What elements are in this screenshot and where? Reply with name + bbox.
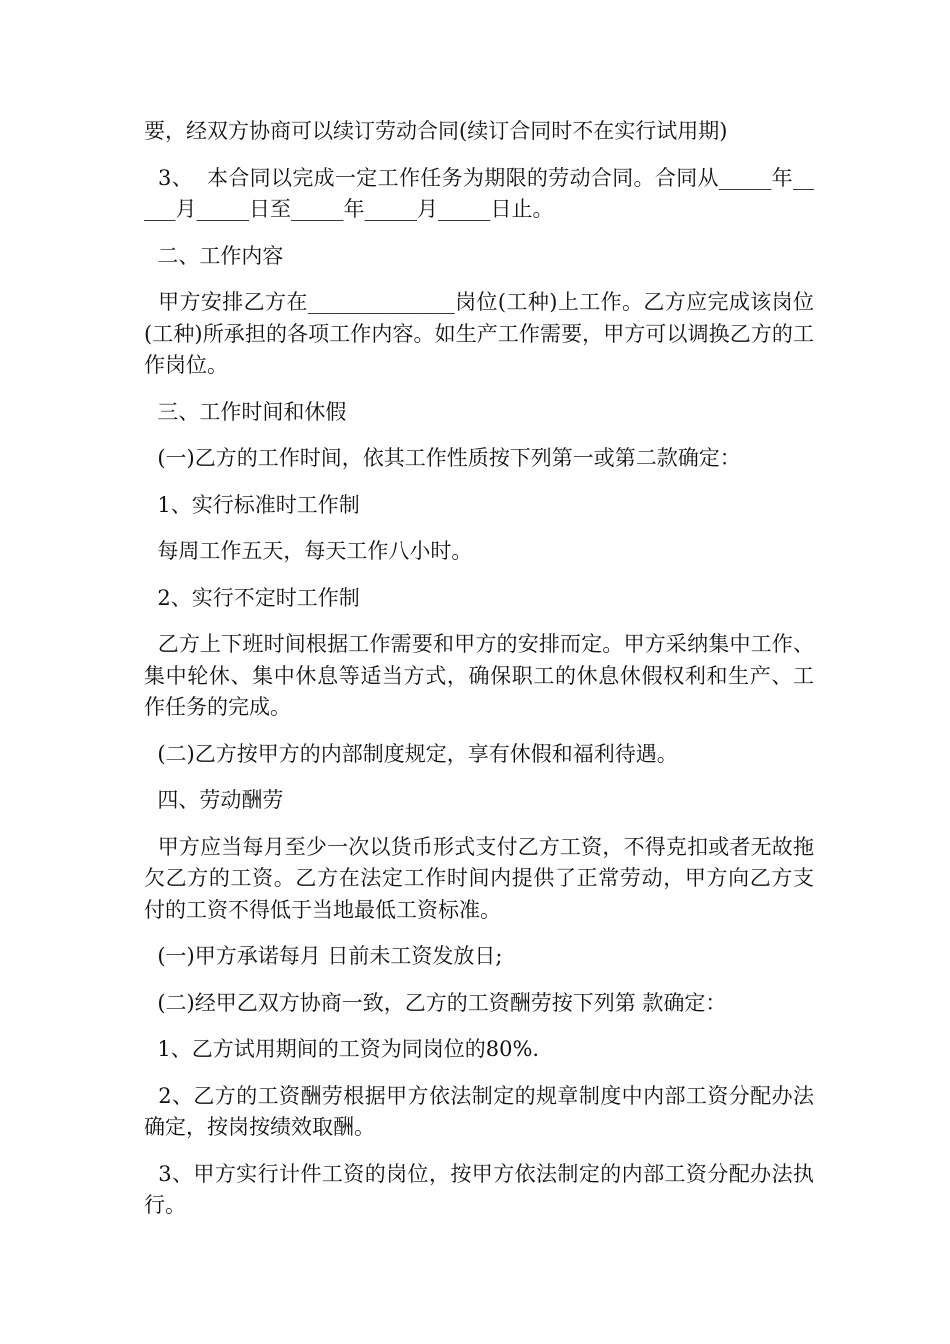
paragraph-standard-hours-detail: 每周工作五天，每天工作八小时。 [144,539,473,563]
section-heading-work-hours: 三、工作时间和休假 [144,399,347,424]
section-heading-remuneration: 四、劳动酬劳 [144,788,284,812]
paragraph-job-assignment: 甲方安排乙方在______________岗位(工种)上工作。乙方应完成该岗位(工种)所承担的各项工作内容。如生产工作需要，甲方可以调换乙方的工作岗位。 [144,290,814,377]
paragraph-gap [144,926,814,941]
document-page [144,116,814,1222]
paragraph-gap [144,521,814,536]
paragraph-leave-benefits: (二)乙方按甲方的内部制度规定，享有休假和福利待遇。 [144,741,678,766]
list-item-probation-salary: 1、乙方试用期间的工资为同岗位的80%. [144,1037,540,1061]
paragraph-payday: (一)甲方承诺每月 日前未工资发放日; [144,944,503,968]
paragraph-gap [144,148,814,163]
list-item-piecework-salary: 3、甲方实行计件工资的岗位，按甲方依法制定的内部工资分配办法执行。 [144,1161,814,1217]
paragraph-work-hours-rule: (一)乙方的工作时间，依其工作性质按下列第一或第二款确定： [144,446,741,470]
paragraph-gap [144,817,814,832]
list-item-standard-hours: 1、实行标准时工作制 [144,492,360,517]
paragraph-flexible-hours-detail: 乙方上下班时间根据工作需要和甲方的安排而定。甲方采纳集中工作、集中轮休、集中休息等适当方式，确保职工的休息休假权利和生产、工作任务的完成。 [144,632,814,719]
paragraph-gap [144,475,814,490]
list-item-position-salary: 2、乙方的工资酬劳根据甲方依法制定的规章制度中内部工资分配办法确定，按岗按绩效取酬。 [144,1083,814,1139]
paragraph-gap [144,973,814,988]
paragraph-gap [144,770,814,785]
paragraph-salary-payment: 甲方应当每月至少一次以货币形式支付乙方工资，不得克扣或者无故拖欠乙方的工资。乙方在法定工作时间内提供了正常劳动，甲方向乙方支付的工资不得低于当地最低工资标准。 [144,834,814,922]
paragraph-salary-method: (二)经甲乙双方协商一致，乙方的工资酬劳按下列第 款确定： [144,990,727,1015]
paragraph-gap [144,1144,814,1159]
paragraph-contract-renewal: 要，经双方协商可以续订劳动合同(续订合同时不在实行试用期) [144,119,728,143]
paragraph-gap [144,568,814,583]
section-heading-work-content: 二、工作内容 [144,243,284,268]
paragraph-gap [144,428,814,443]
paragraph-task-term: 3、 本合同以完成一定工作任务为期限的劳动合同。合同从_____年_____月_____日至_____年_____月_____日止。 [144,165,814,221]
paragraph-gap [144,272,814,287]
paragraph-gap [144,226,814,241]
paragraph-gap [144,724,814,739]
list-item-flexible-hours: 2、实行不定时工作制 [144,585,360,610]
paragraph-gap [144,614,814,629]
paragraph-gap [144,1066,814,1081]
paragraph-gap [144,382,814,397]
paragraph-gap [144,1019,814,1034]
